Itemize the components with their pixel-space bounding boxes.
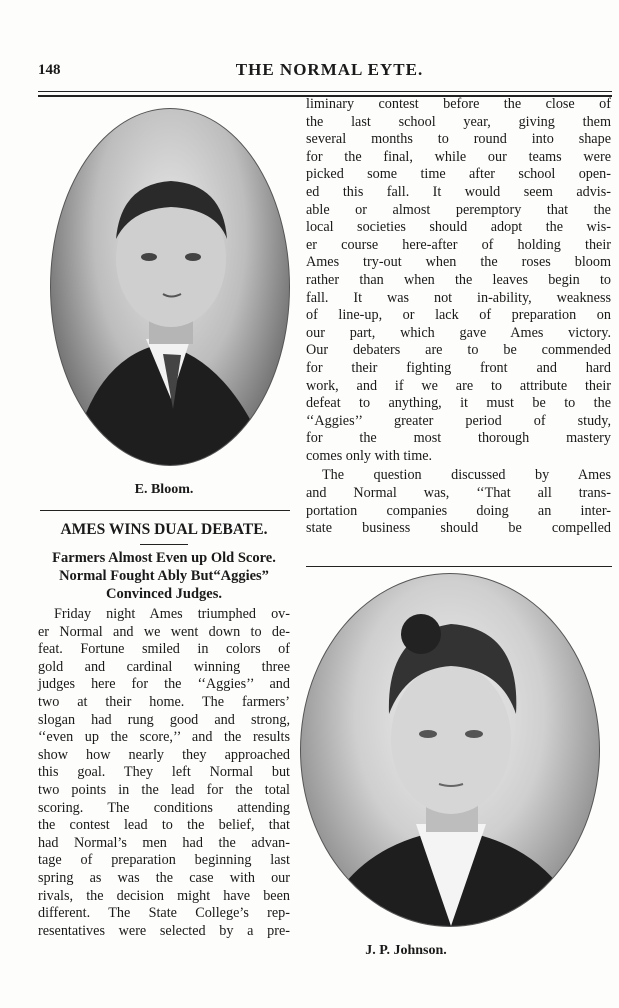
text-line: liminary contest before the close of [306, 96, 611, 112]
publication-title: THE NORMAL EYTE. [235, 60, 424, 79]
text-line: ‘‘Aggies’’ greater period of study, [306, 412, 611, 429]
text-line: judges here for the ‘‘Aggies’’ and [38, 676, 290, 693]
text-line: slogan had rung good and strong, [38, 711, 290, 728]
text-line: scoring. The conditions attending [38, 799, 290, 816]
text-line: ed this fall. It would seem advis- [306, 183, 611, 200]
text-line: and Normal was, ‘‘That all trans- [306, 485, 611, 502]
text-line: for the final, while our teams were [306, 148, 611, 165]
article-subheadline [38, 549, 290, 603]
subheadline-line: Farmers Almost Even up Old Score. [52, 550, 276, 566]
text-line: different. The State College’s rep- [38, 905, 290, 922]
text-line: ‘‘even up the score,’’ and the results [38, 729, 290, 746]
text-line: rather than when the leaves begin to [306, 271, 611, 288]
text-line: The question discussed by Ames [322, 467, 611, 484]
text-line: Friday night Ames triumphed ov- [54, 606, 290, 622]
portrait-figure-icon [51, 109, 289, 465]
text-line: defeat to anything, it must be to the [306, 395, 611, 412]
page-number: 148 [38, 62, 61, 78]
text-line: local societies should adopt the wis- [306, 219, 611, 236]
text-line: able or almost peremptory that the [306, 201, 611, 218]
text-line: this goal. They left Normal but [38, 764, 290, 781]
portrait-j-p-johnson [300, 573, 600, 927]
subheadline-line: Normal Fought Ably But“Aggies” [59, 568, 269, 584]
text-line: the last school year, giving them [306, 113, 611, 130]
section-rule [40, 510, 290, 511]
portrait-e-bloom [50, 108, 290, 466]
text-line: picked some time after school open- [306, 166, 611, 183]
text-line: comes only with time. [306, 447, 433, 464]
header-rule-top [38, 91, 612, 92]
text-line: gold and cardinal winning three [38, 658, 290, 675]
text-line: the contest lead to the belief, that [38, 817, 290, 834]
right-column-rule [306, 566, 612, 567]
headline-divider [140, 544, 188, 545]
text-line: er course here-after of holding their [306, 236, 611, 253]
article-body-right-column [306, 96, 611, 538]
text-line: two points in the lead for the total [38, 781, 290, 798]
subheadline-line: Convinced Judges. [105, 586, 223, 602]
text-line: state business should be compelled [306, 520, 611, 537]
article-body-left-column [38, 606, 290, 940]
text-line: for the most thorough mastery [306, 430, 611, 447]
text-line: show how nearly they approached [38, 746, 290, 763]
text-line: Ames try-out when the roses bloom [306, 254, 611, 271]
text-line: several months to round into shape [306, 131, 611, 148]
text-line: work, and if we are to attribute their [306, 377, 611, 394]
text-line: spring as was the case with our [38, 869, 290, 886]
text-line: resentatives were selected by a pre- [38, 922, 290, 939]
text-line: for their fighting front and hard [306, 359, 611, 376]
photo-caption: E. Bloom. [134, 482, 194, 497]
text-line: of line-up, or lack of preparation on [306, 307, 611, 324]
text-line: rivals, the decision might have been [38, 887, 290, 904]
text-line: fall. It was not in-ability, weakness [306, 289, 611, 306]
portrait-figure-icon [301, 574, 599, 926]
text-line: our part, which gave Ames victory. [306, 324, 611, 341]
text-line: Our debaters are to be commended [306, 342, 611, 359]
text-line: two at their home. The farmers’ [38, 693, 290, 710]
text-line: tage of preparation beginning last [38, 852, 290, 869]
text-line: had Normal’s men had the advan- [38, 834, 290, 851]
photo-caption: J. P. Johnson. [365, 943, 447, 958]
article-headline: AMES WINS DUAL DEBATE. [60, 521, 268, 538]
text-line: portation companies doing an inter- [306, 502, 611, 519]
text-line: er Normal and we went down to de- [38, 623, 290, 640]
text-line: feat. Fortune smiled in colors of [38, 641, 290, 658]
